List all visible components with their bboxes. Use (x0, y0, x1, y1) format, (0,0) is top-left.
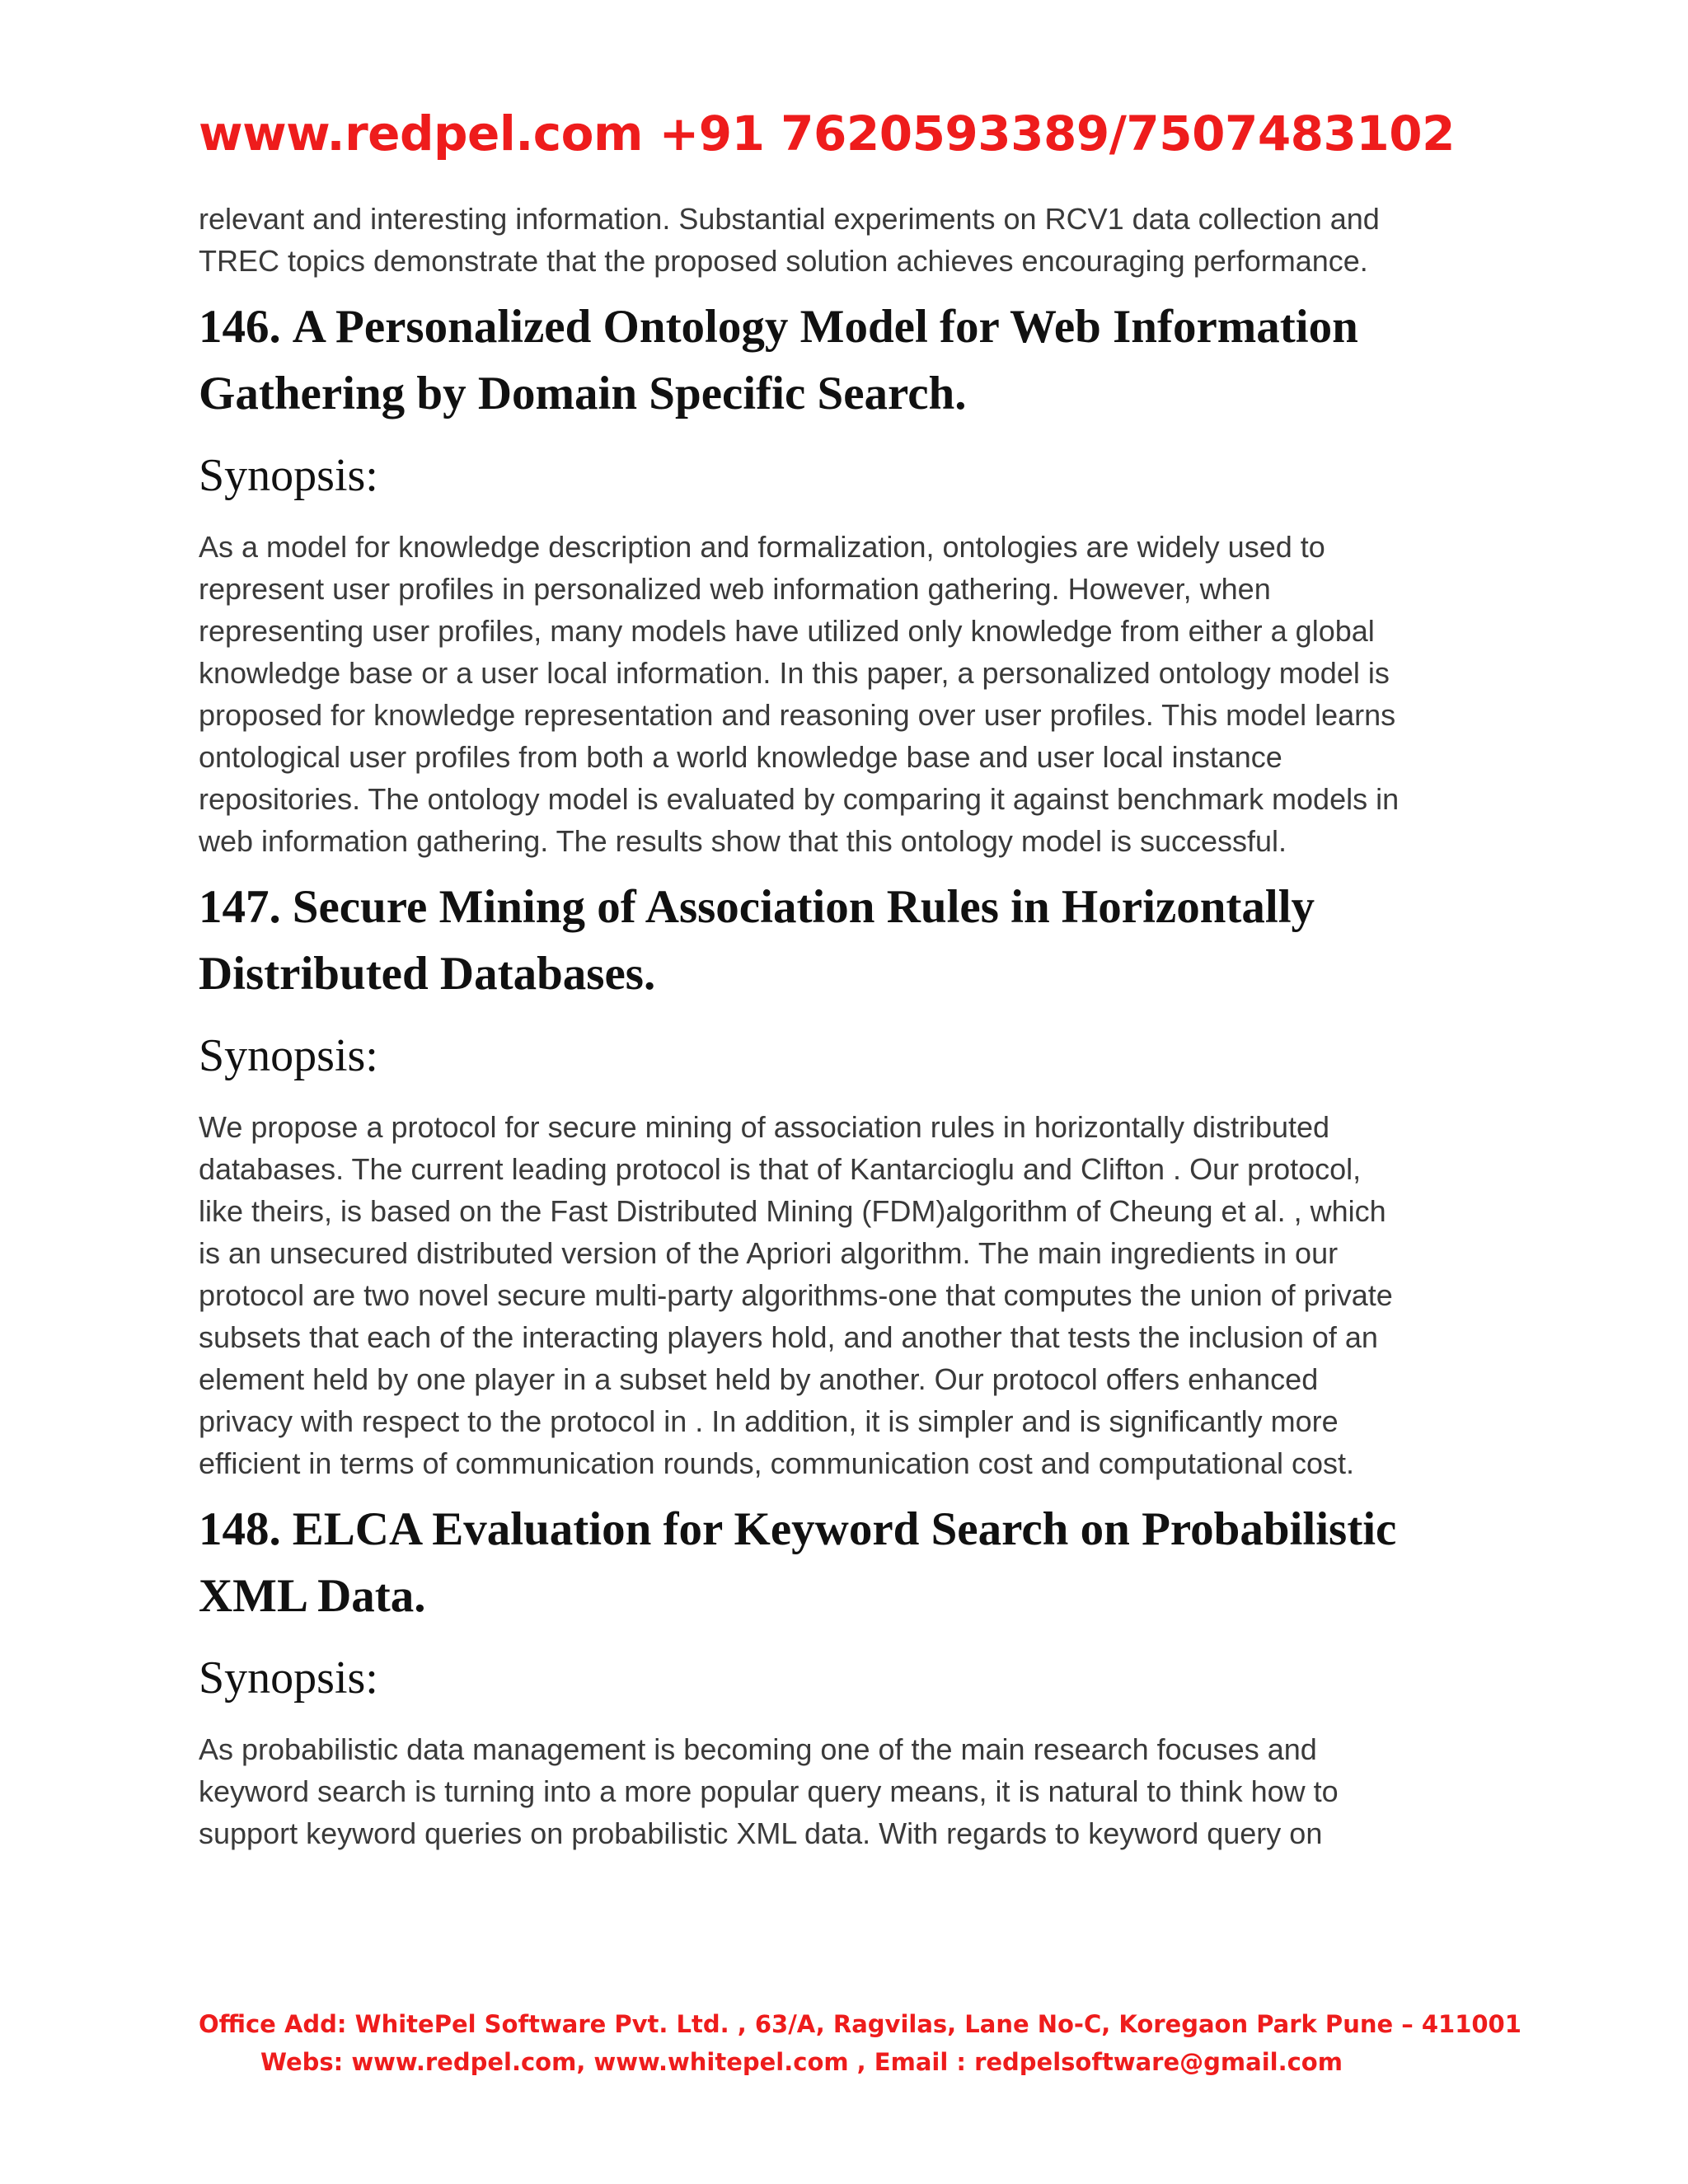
body-line: We propose a protocol for secure mining of association rules in horizontally distributed (199, 1110, 1330, 1144)
page-footer (199, 2005, 1522, 2081)
project-title (199, 874, 1484, 1007)
body-line: is an unsecured distributed version of the Apriori algorithm. The main ingredients in our (199, 1236, 1339, 1270)
synopsis-body (199, 526, 1484, 862)
intro-line: TREC topics demonstrate that the proposed solution achieves encouraging performance. (199, 244, 1368, 278)
project-title (199, 1496, 1484, 1629)
synopsis-heading: Synopsis: (199, 1030, 378, 1081)
intro-paragraph (199, 198, 1484, 282)
body-line: representing user profiles, many models have utilized only knowledge from either a global (199, 614, 1375, 648)
body-line: repositories. The ontology model is evaluated by comparing it against benchmark models in (199, 782, 1400, 816)
page-content (199, 198, 1484, 1854)
intro-line: relevant and interesting information. Substantial experiments on RCV1 data collection and (199, 202, 1380, 236)
project-title-line: Gathering by Domain Specific Search. (199, 368, 967, 419)
synopsis-body (199, 1728, 1484, 1854)
body-line: represent user profiles in personalized web information gathering. However, when (199, 572, 1271, 606)
project-title-line: XML Data. (199, 1570, 426, 1622)
project-title-line: Secure Mining of Association Rules in Horizontally (292, 881, 1315, 933)
body-line: knowledge base or a user local information. In this paper, a personalized ontology model is (199, 656, 1390, 690)
body-line: web information gathering. The results show that this ontology model is successful. (199, 824, 1287, 858)
footer-office-address: Office Add: WhitePel Software Pvt. Ltd. , 63/A, Ragvilas, Lane No-C, Koregaon Park Pune – 411001 (199, 2010, 1522, 2038)
body-line: protocol are two novel secure multi-party algorithms-one that computes the union of private (199, 1278, 1393, 1312)
project-146 (199, 293, 1484, 862)
footer-websites-email: Webs: www.redpel.com, www.whitepel.com , Email : redpelsoftware@gmail.com (260, 2048, 1343, 2076)
page-header-contact: www.redpel.com +91 7620593389/7507483102 (199, 105, 1455, 162)
project-147 (199, 874, 1484, 1484)
synopsis-body (199, 1106, 1484, 1484)
project-number: 147. (199, 881, 281, 933)
body-line: proposed for knowledge representation and reasoning over user profiles. This model learns (199, 698, 1396, 732)
body-line: element held by one player in a subset held by another. Our protocol offers enhanced (199, 1362, 1319, 1396)
body-line: privacy with respect to the protocol in . In addition, it is simpler and is significantly more (199, 1404, 1339, 1438)
project-148 (199, 1496, 1484, 1854)
body-line: efficient in terms of communication rounds, communication cost and computational cost. (199, 1446, 1355, 1480)
body-line: ontological user profiles from both a world knowledge base and user local instance (199, 740, 1282, 774)
project-title-line: ELCA Evaluation for Keyword Search on Probabilistic (292, 1503, 1397, 1555)
body-line: As probabilistic data management is becoming one of the main research focuses and (199, 1732, 1317, 1766)
project-title-line: Distributed Databases. (199, 948, 656, 1000)
project-title-line: A Personalized Ontology Model for Web Information (292, 301, 1358, 353)
body-line: databases. The current leading protocol is that of Kantarcioglu and Clifton . Our protocol, (199, 1152, 1362, 1186)
project-number: 146. (199, 301, 281, 353)
project-number: 148. (199, 1503, 281, 1555)
project-title (199, 293, 1484, 427)
synopsis-heading: Synopsis: (199, 1652, 378, 1704)
synopsis-heading: Synopsis: (199, 450, 378, 501)
body-line: like theirs, is based on the Fast Distributed Mining (FDM)algorithm of Cheung et al. , which (199, 1194, 1386, 1228)
body-line: keyword search is turning into a more popular query means, it is natural to think how to (199, 1774, 1339, 1808)
body-line: subsets that each of the interacting players hold, and another that tests the inclusion of an (199, 1320, 1378, 1354)
body-line: As a model for knowledge description and formalization, ontologies are widely used to (199, 530, 1325, 564)
body-line: support keyword queries on probabilistic XML data. With regards to keyword query on (199, 1816, 1323, 1850)
